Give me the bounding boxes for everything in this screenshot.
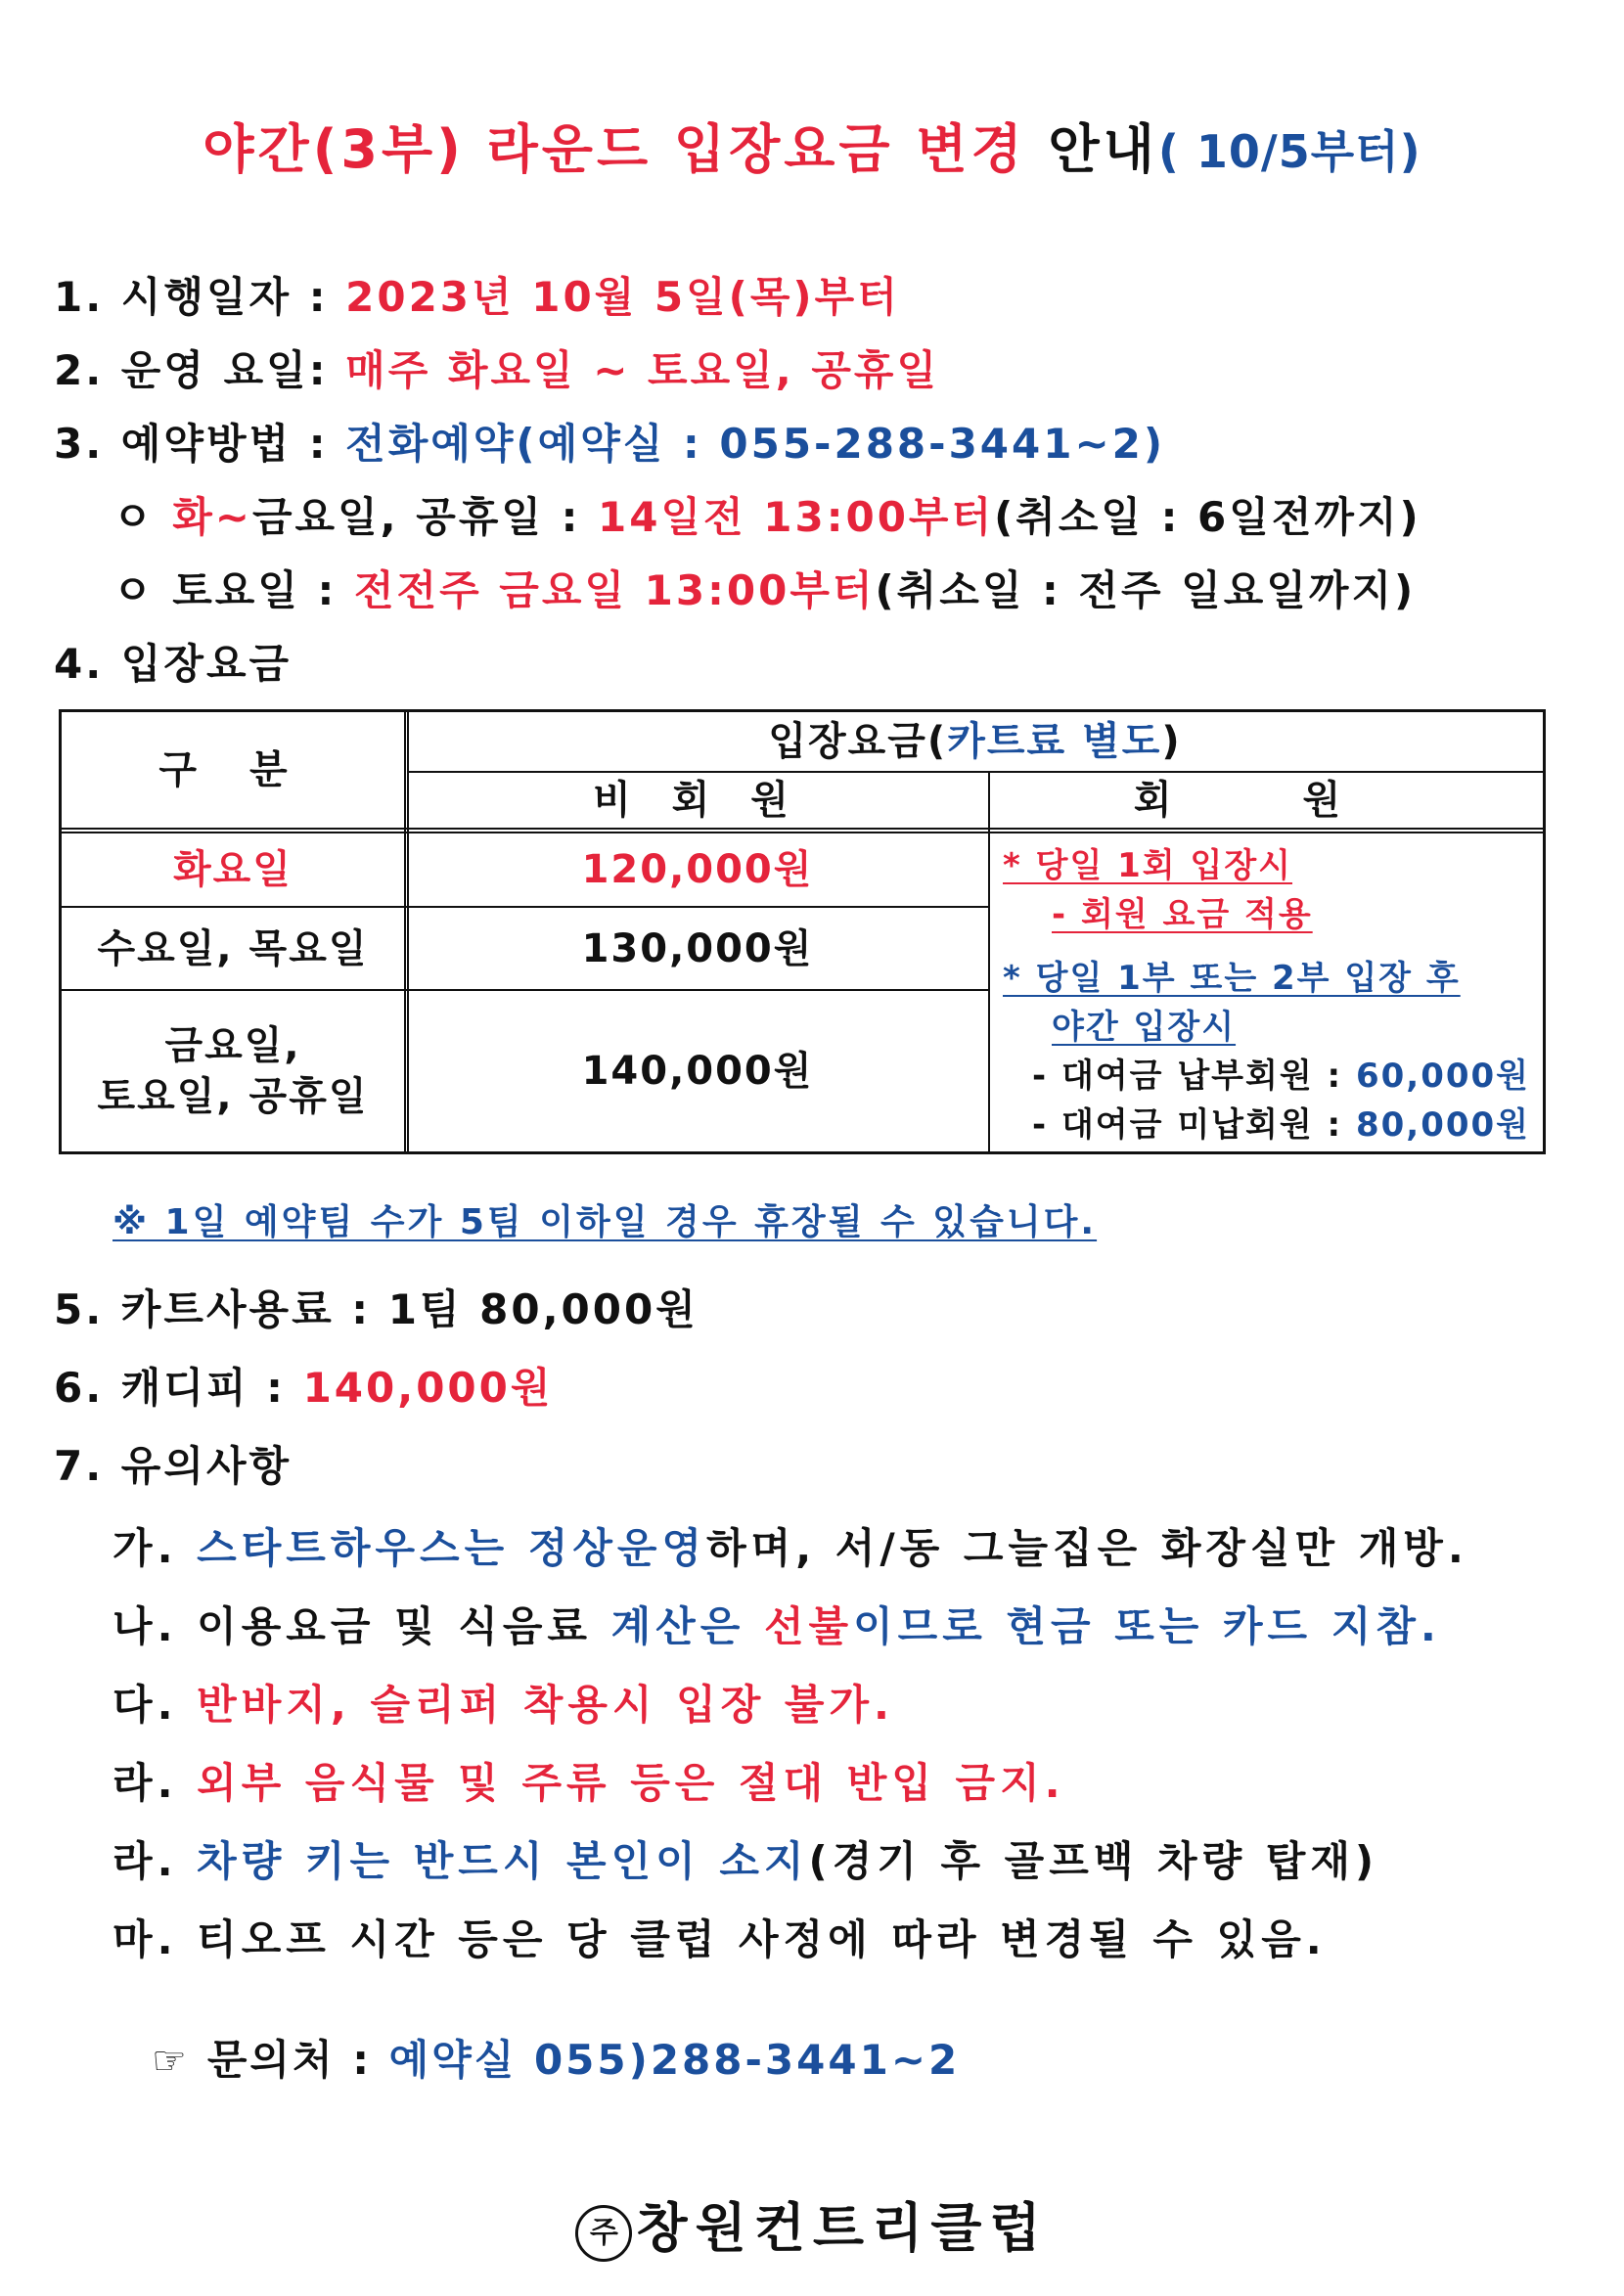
note-text: 티오프 시간 등은 당 클럽 사정에 따라 변경될 수 있음.	[197, 1915, 1327, 1963]
note-text: (경기 후 골프백 차량 탑재)	[808, 1837, 1379, 1885]
contact-label: 문의처 :	[206, 2036, 372, 2084]
effective-date-value: 2023년 10월 5일(목)부터	[345, 273, 900, 321]
unpaid-label: - 대여금 미납회원 :	[1032, 1105, 1343, 1145]
weekday-cancel: (취소일 : 6일전까지)	[994, 493, 1421, 541]
note-highlight: 이므로 현금 또는 카드 지참.	[853, 1602, 1441, 1650]
member-note-paid	[1032, 1057, 1531, 1096]
category-line: 토요일, 공휴일	[97, 1074, 369, 1119]
section-cart-fee	[54, 1285, 699, 1333]
section-effective-date	[54, 273, 900, 321]
saturday-cancel: (취소일 : 전주 일요일까지)	[875, 566, 1417, 614]
paid-value: 60,000원	[1355, 1057, 1531, 1096]
fees-label: 4. 입장요금	[54, 640, 293, 688]
note-prefix: 라.	[113, 1837, 178, 1885]
note-item-car-key	[113, 1837, 1379, 1885]
section-fees	[54, 640, 293, 688]
page-title	[0, 108, 1624, 183]
closure-notice: ※ 1일 예약팀 수가 5팀 이하일 경우 휴장될 수 있습니다.	[113, 1202, 1098, 1242]
section-notes	[54, 1442, 293, 1490]
paid-label: - 대여금 납부회원 :	[1032, 1057, 1343, 1096]
caddie-fee-value: 140,000원	[302, 1364, 554, 1412]
note-item-dress-code	[113, 1681, 894, 1729]
title-guide: 안내	[1048, 118, 1158, 180]
note-highlight: 계산은	[610, 1602, 745, 1650]
member-note-night: * 당일 1부 또는 2부 입장 후	[1003, 959, 1461, 998]
unpaid-value: 80,000원	[1355, 1105, 1531, 1145]
note-prefix: 다.	[113, 1681, 178, 1729]
note-highlight-prepaid: 선불	[763, 1602, 854, 1650]
category-line: 금요일,	[164, 1023, 301, 1068]
note-prefix: 가.	[113, 1524, 178, 1572]
fee-table	[59, 709, 1546, 1154]
note-item-start-house	[113, 1524, 1468, 1572]
row-fee-wed-thu: 130,000원	[581, 925, 814, 971]
section-operating-days	[54, 346, 940, 394]
row-fee-fri-sat-holiday: 140,000원	[581, 1049, 814, 1094]
pointing-hand-icon: ☞	[152, 2039, 190, 2084]
note-highlight: 외부 음식물 및 주류 등은 절대 반입 금지.	[197, 1759, 1065, 1807]
header-category: 구 분	[158, 747, 307, 792]
bullet: ㅇ	[113, 566, 156, 614]
reservation-weekday-rule	[113, 493, 1421, 541]
reservation-method-value: 전화예약(예약실 : 055-288-3441~2)	[345, 420, 1166, 468]
header-nonmember: 비 회 원	[593, 778, 802, 823]
member-note-once-rate: - 회원 요금 적용	[1052, 895, 1313, 934]
saturday-label: 토요일 :	[172, 566, 338, 614]
club-name-text: 창원컨트리클럽	[636, 2197, 1049, 2259]
row-category-fri-sat-holiday	[62, 991, 404, 1151]
note-highlight: 스타트하우스는 정상운영	[197, 1524, 707, 1572]
header-fee-cart: 카트료 별도	[947, 719, 1162, 764]
section-reservation-method	[54, 420, 1166, 468]
notes-label: 7. 유의사항	[54, 1442, 293, 1490]
note-prefix: 나.	[113, 1602, 178, 1650]
cart-fee-value: 1팀 80,000원	[387, 1285, 699, 1333]
weekday-open-time: 14일전 13:00부터	[598, 493, 995, 541]
note-text: 하며, 서/동 그늘집은 화장실만 개방.	[706, 1524, 1468, 1572]
caddie-fee-label: 6. 캐디피 :	[54, 1364, 286, 1412]
header-fee-text: 입장요금(	[768, 719, 948, 764]
title-main: 야간(3부) 라운드 입장요금 변경	[203, 118, 1026, 180]
bullet: ㅇ	[113, 493, 156, 541]
note-highlight: 반바지, 슬리퍼 착용시 입장 불가.	[197, 1681, 894, 1729]
contact-line	[152, 2036, 961, 2084]
operating-days-value: 매주 화요일 ~ 토요일, 공휴일	[345, 346, 940, 394]
title-date: ( 10/5부터)	[1157, 125, 1421, 178]
member-note-night-entry: 야간 입장시	[1052, 1008, 1237, 1047]
club-name	[0, 2186, 1624, 2262]
member-note-unpaid	[1032, 1105, 1531, 1145]
note-item-payment	[113, 1602, 1441, 1650]
effective-date-label: 1. 시행일자 :	[54, 273, 329, 321]
section-caddie-fee	[54, 1364, 554, 1412]
note-prefix: 마.	[113, 1915, 178, 1963]
header-fee-close: )	[1161, 719, 1182, 764]
weekday-start: 화~	[172, 493, 252, 541]
weekday-rest: 금요일, 공휴일 :	[251, 493, 581, 541]
row-category-tuesday: 화요일	[173, 847, 293, 892]
contact-phone: 예약실 055)288-3441~2	[388, 2036, 961, 2084]
cart-fee-label: 5. 카트사용료 :	[54, 1285, 372, 1333]
saturday-open-time: 전전주 금요일 13:00부터	[353, 566, 876, 614]
note-item-outside-food	[113, 1759, 1065, 1807]
note-text: 이용요금 및 식음료	[197, 1602, 592, 1650]
header-fee	[407, 712, 1543, 771]
reservation-method-label: 3. 예약방법 :	[54, 420, 329, 468]
reservation-saturday-rule	[113, 566, 1417, 614]
corporation-mark: 주	[575, 2205, 632, 2262]
operating-days-label: 2. 운영 요일:	[54, 346, 329, 394]
header-member: 회 원	[1133, 778, 1400, 823]
row-fee-tuesday: 120,000원	[581, 847, 814, 892]
note-highlight: 차량 키는 반드시 본인이 소지	[197, 1837, 809, 1885]
row-category-wed-thu: 수요일, 목요일	[97, 925, 369, 971]
note-prefix: 라.	[113, 1759, 178, 1807]
member-note-once: * 당일 1회 입장시	[1003, 846, 1293, 885]
note-item-tee-off	[113, 1915, 1327, 1963]
